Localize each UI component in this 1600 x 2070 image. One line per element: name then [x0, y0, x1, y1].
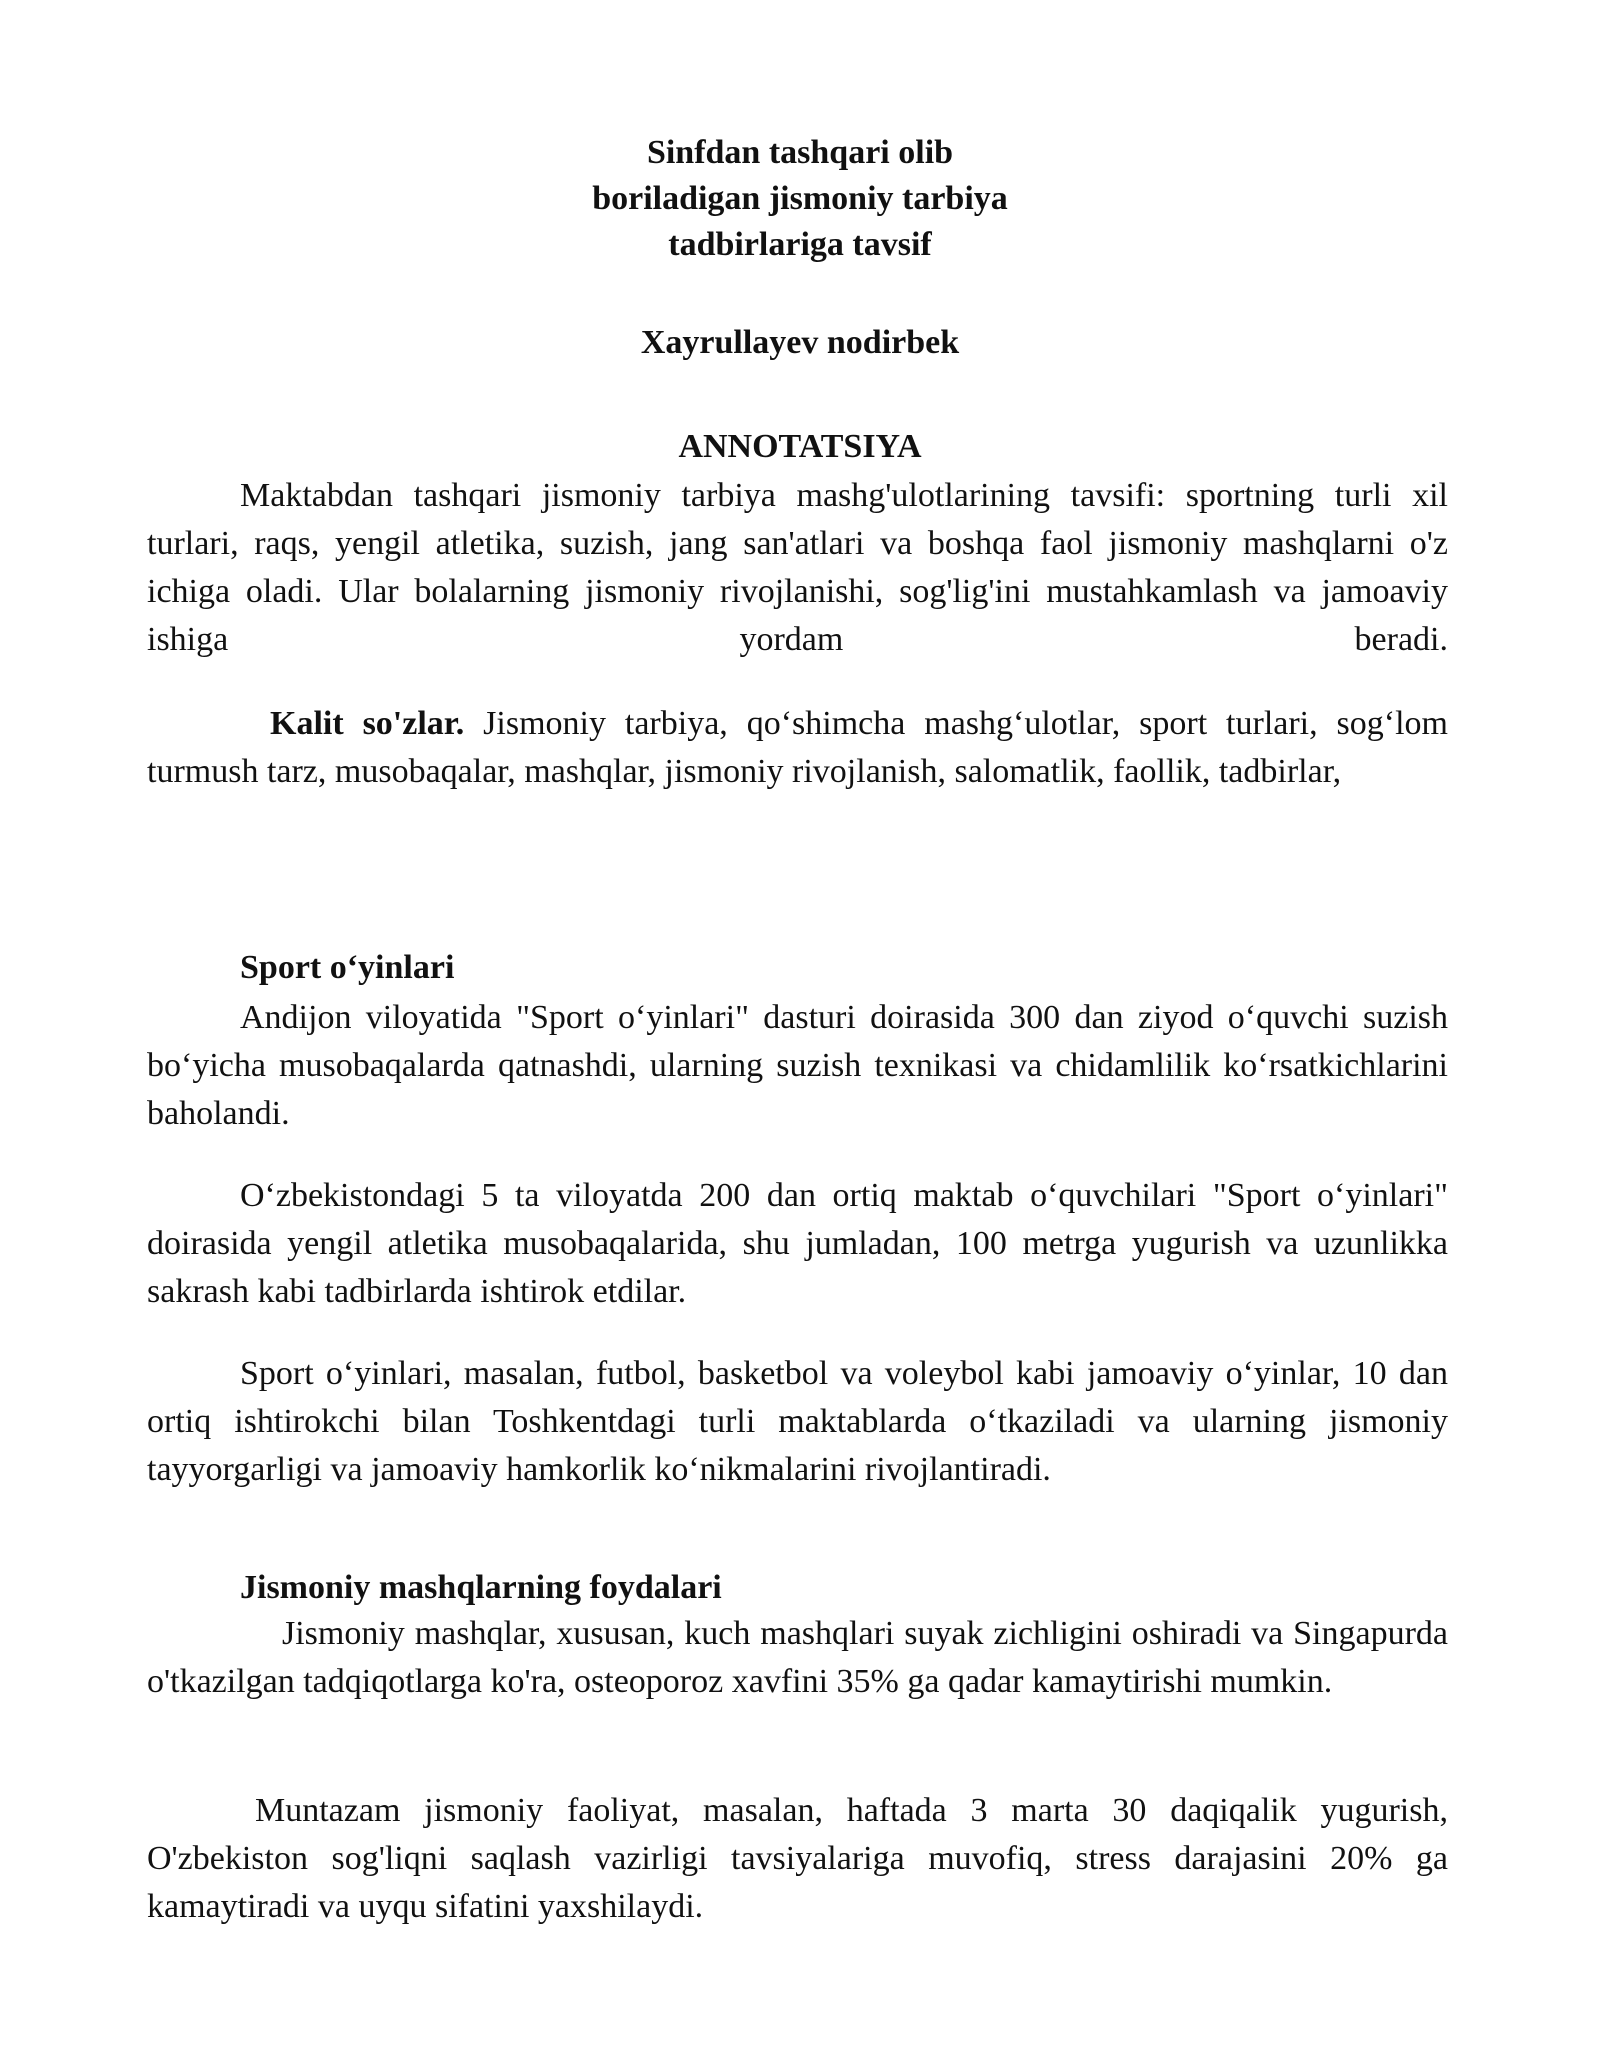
title-line-3: tadbirlariga tavsif [668, 226, 932, 263]
sport-paragraph-2 [147, 1172, 1448, 1316]
paragraph-text: Muntazam jismoniy faoliyat, masalan, haftada 3 marta 30 daqiqalik yugurish, O'zbekiston sog'liqni saqlash vazirligi tavsiyalariga muvofiq, stress darajasini 20% ga kamaytiradi va uyqu sifatini yaxshilaydi. [147, 1792, 1448, 1925]
paragraph-text: O‘zbekistondagi 5 ta viloyatda 200 dan ortiq maktab o‘quvchilari "Sport o‘yinlari" doirasida yengil atletika musobaqalarida, shu jumladan, 100 metrga yugurish va uzunlikka sakrash kabi tadbirlarda ishtirok etdilar. [147, 1177, 1448, 1310]
document-title [0, 130, 1600, 268]
sport-paragraph-3 [147, 1350, 1448, 1494]
keywords-section [147, 700, 1448, 796]
annotation-heading: ANNOTATSIYA [678, 428, 922, 465]
sport-paragraph-1 [147, 994, 1448, 1138]
benefits-paragraph-2 [147, 1787, 1448, 1931]
section-heading-benefits: Jismoniy mashqlarning foydalari [240, 1569, 722, 1606]
benefits-paragraph-1 [147, 1610, 1448, 1706]
annotation-section [147, 472, 1448, 664]
keywords-text: Jismoniy tarbiya, qo‘shimcha mashg‘ulotlar, sport turlari, sog‘lom turmush tarz, musobaqalar, mashqlar, jismoniy rivojlanish, salomatlik, faollik, tadbirlar, [147, 705, 1448, 790]
paragraph-text: Sport o‘yinlari, masalan, futbol, basketbol va voleybol kabi jamoaviy o‘yinlar, 10 dan ortiq ishtirokchi bilan Toshkentdagi turli maktablarda o‘tkaziladi va ularning jismoniy tayyorgarligi va jamoaviy hamkorlik ko‘nikmalarini rivojlantiradi. [147, 1355, 1448, 1488]
annotation-paragraph: Maktabdan tashqari jismoniy tarbiya mashg'ulotlarining tavsifi: sportning turli xil turlari, raqs, yengil atletika, suzish, jang san'atlari va boshqa faol jismoniy mashqlarni o'z ichiga oladi. Ular bolalarning jismoniy rivojlanishi, sog'lig'ini mustahkamlash va jamoaviy ishiga yordam beradi. [147, 477, 1448, 658]
author-name: Xayrullayev nodirbek [640, 324, 960, 361]
section-heading-sport: Sport o‘yinlari [240, 949, 455, 986]
keywords-label: Kalit so'zlar. [270, 705, 465, 742]
title-line-2: boriladigan jismoniy tarbiya [592, 180, 1008, 217]
keywords-paragraph [147, 700, 1448, 796]
paragraph-text: Andijon viloyatida "Sport o‘yinlari" dasturi doirasida 300 dan ziyod o‘quvchi suzish bo‘yicha musobaqalarda qatnashdi, ularning suzish texnikasi va chidamlilik ko‘rsatkichlarini baholandi. [147, 999, 1448, 1132]
paragraph-text: Jismoniy mashqlar, xususan, kuch mashqlari suyak zichligini oshiradi va Singapurda o'tkazilgan tadqiqotlarga ko'ra, osteoporoz xavfini 35% ga qadar kamaytirishi mumkin. [147, 1615, 1448, 1700]
title-line-1: Sinfdan tashqari olib [646, 134, 954, 171]
